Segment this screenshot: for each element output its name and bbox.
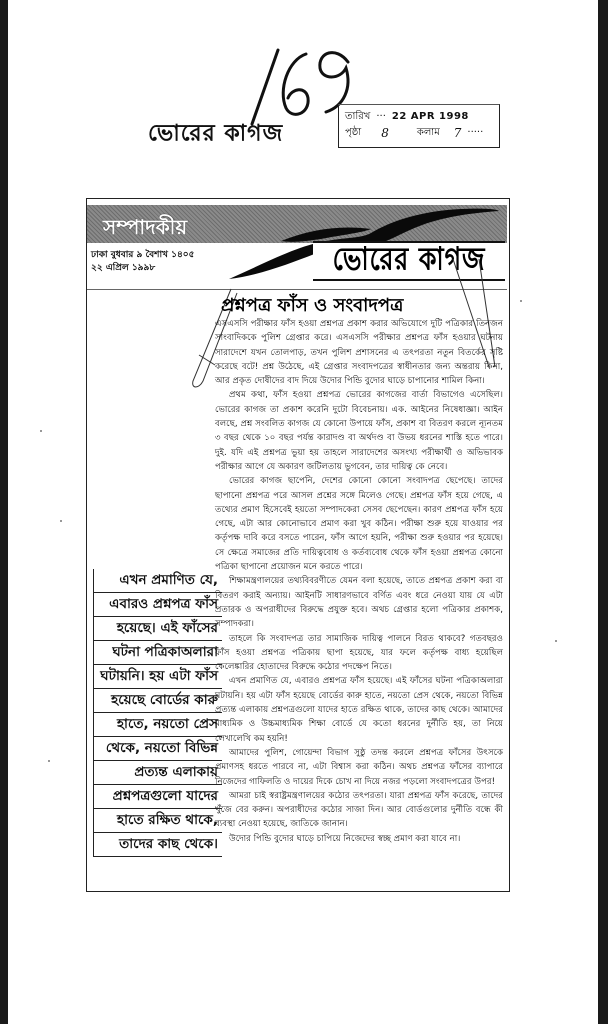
scan-edge-left bbox=[0, 0, 8, 1024]
article-paragraph: আমাদের পুলিশ, গোয়েন্দা বিভাগ সুষ্ঠু তদন্ত করলে প্রশ্নপত্র ফাঁসের উৎসকে প্রমাণসহ ধরতে পারবে না, এটা বিশ্বাস করা কঠিন। অথচ প্রশ্নপত্র ফাঁসের ব্যাপারে নিজেদের গাফিলতি ও দায়ের দিকে চোখ না দিয়ে নজর পড়লো সংবাদপত্রের উপর! bbox=[215, 747, 503, 787]
stamp-column-label: কলাম bbox=[416, 127, 440, 138]
article-paragraph: এসএসসি পরীক্ষার ফাঁস হওয়া প্রশ্নপত্র প্রকাশ করার অভিযোগে দুটি পত্রিকার তিনজন সাংবাদিককে পুলিশ গ্রেপ্তার করে। এসএসসি পরীক্ষার প্রশ্নপত্র ফাঁস হওয়ার ঘটনায় সারাদেশে যখন তোলপাড়, তখন পুলিশ প্রশাসনের এ তৎপরতা নতুন বিতর্কের সৃষ্টি করেছে বটে! প্রশ্ন উঠেছে, এই গ্রেপ্তার সংবাদপত্রের স্বাধীনতার জন্য অন্তরায় কিনা, আর প্রকৃত দোষীদের বাদ দিয়ে উদোর পিন্ডি বুদোর ঘাড়ে চাপানোর শামিল কিনা। bbox=[215, 319, 503, 387]
scan-speck bbox=[555, 640, 557, 642]
pull-quote-line: এখন প্রমাণিত যে, bbox=[94, 569, 222, 593]
pull-quote-line: থেকে, নয়তো বিভিন্ন bbox=[94, 737, 222, 761]
article-paragraph: তাহলে কি সংবাদপত্র তার সামাজিক দায়িত্ব পালনে বিরত থাকবে? গতবছরও ফাঁস হওয়া প্রশ্নপত্র পত্রিকায় ছাপা হয়েছে, যার ফলে কর্তৃপক্ষ বাধ্য হয়েছিল কেলেঙ্কারির হোতাদের বিরুদ্ধে কঠোর পদক্ষেপ নিতে। bbox=[215, 633, 503, 673]
scan-edge-right bbox=[598, 0, 608, 1024]
clipping-stamp: তারিখ ··· 22 APR 1998 পৃষ্ঠা 8 কলাম 7 ····· bbox=[338, 104, 500, 148]
pull-quote-line: প্রত্যন্ত এলাকায় bbox=[94, 761, 222, 785]
scan-speck bbox=[60, 520, 62, 522]
article-paragraph: ভোরের কাগজ ছাপেনি, দেশের কোনো কোনো সংবাদপত্র ছেপেছে। তাদের ছাপানো প্রশ্নপত্র পরে আসল প্রশ্নের সঙ্গে মিলেও গেছে। প্রশ্নপত্র ফাঁস হয়ে গেছে, এ তথ্যের প্রমাণ হিসেবেই হয়তো সম্পাদকেরা সেসব ছেপেছেন। কারণ প্রশ্নপত্র ফাঁস হয়ে গেছে, এটা আর কোনোভাবে প্রমাণ করা খুব কঠিন। পরীক্ষা শুরু হয়ে যাওয়ার পর কর্তৃপক্ষ দাবি করে বসতে পারেন, ফাঁস আগে হয়নি, পরীক্ষা শুরু হওয়ার পর হয়েছে। সে ক্ষেত্রে সমাজের প্রতি দায়িত্ববোধ ও কর্তব্যবোধ থেকে ফাঁস হওয়া প্রশ্নপত্র কোনো পত্রিকা ছাপানো প্রয়োজন মনে করতে পারে। bbox=[215, 476, 503, 573]
article-paragraph: এখন প্রমাণিত যে, এবারও প্রশ্নপত্র ফাঁস হয়েছে। এই ফাঁসের ঘটনা পত্রিকাঅলারা ঘটায়নি। হয় এটা ফাঁস হয়েছে বোর্ডের কারু হাতে, নয়তো প্রেস থেকে, নয়তো বিভিন্ন প্রত্যন্ত এলাকায় প্রশ্নপত্রগুলো যাদের হাতে রক্ষিত থাকে, তাদের কাছ থেকে। আমাদের মাধ্যমিক ও উচ্চমাধ্যমিক শিক্ষা বোর্ডে যে কতো ধরনের দুর্নীতি হয়, তা নিয়ে লেখালেখি কম হয়নি! bbox=[215, 676, 503, 744]
article-headline: প্রশ্নপত্র ফাঁস ও সংবাদপত্র bbox=[221, 295, 404, 316]
pull-quote-line: হয়েছে। এই ফাঁসের bbox=[94, 617, 222, 641]
article-paragraph: প্রথম কথা, ফাঁস হওয়া প্রশ্নপত্র ভোরের কাগজের বার্তা বিভাগেও এসেছিল। ভোরের কাগজ তা প্রকাশ করেনি দুটো বিবেচনায়। এক. আইনের নিষেধাজ্ঞা। আইন বলছে, প্রশ্ন সংবলিত কাগজ যে কোনো উপায়ে ফাঁস, প্রকাশ বা বিতরণ করলে ন্যূনতম ৩ বছর থেকে ১০ বছর পর্যন্ত কারাদণ্ড বা অর্থদণ্ড বা উভয় ধরনের শাস্তি হতে পারে। দুই. যদি এই প্রশ্নপত্র ভুয়া হয় তাহলে সারাদেশের অসংখ্য পরীক্ষার্থী ও অভিভাবক পরীক্ষার আগে যে অকারণ জটিলতায় ভুগবেন, তার দায়িত্ব কে নেবে। bbox=[215, 390, 503, 472]
pull-quote-line: হাতে, নয়তো প্রেস bbox=[94, 713, 222, 737]
stamp-date-label: তারিখ bbox=[345, 111, 371, 122]
article-body bbox=[215, 317, 503, 846]
scan-speck bbox=[48, 760, 50, 762]
pull-quote-line: ঘটায়নি। হয় এটা ফাঁস bbox=[94, 665, 222, 689]
dateline-bengali: ঢাকা বুধবার ৯ বৈশাখ ১৪০৫ bbox=[91, 250, 195, 260]
dateline-gregorian: ২২ এপ্রিল ১৯৯৮ bbox=[91, 263, 156, 273]
article-paragraph: উদোর পিন্ডি বুদোর ঘাড়ে চাপিয়ে নিজেদের স্বচ্ছ প্রমাণ করা যাবে না। bbox=[229, 833, 461, 844]
stamp-page-label: পৃষ্ঠা bbox=[345, 127, 362, 138]
pull-quote-line: এবারও প্রশ্নপত্র ফাঁস bbox=[94, 593, 222, 617]
scan-speck bbox=[40, 430, 42, 432]
pull-quote-line: হয়েছে বোর্ডের কারু bbox=[94, 689, 222, 713]
article-paragraph: আমরা চাই স্বরাষ্ট্রমন্ত্রণালয়ের কঠোর তৎপরতা। যারা প্রশ্নপত্র ফাঁস করেছে, তাদের খুঁজে বের করুন। অপরাধীদের কঠোর সাজা দিন। আর বোর্ডগুলোর দুর্নীতি বন্ধে কী ব্যবস্থা নেওয়া হয়েছে, জাতিকে জানান। bbox=[215, 790, 503, 830]
article-paragraph: শিক্ষামন্ত্রণালয়ের তথ্যবিবরণীতে যেমন বলা হয়েছে, তাতে প্রশ্নপত্র প্রকাশ করা বা বিতরণ করাই অন্যায়। আইনটি সাধারণভাবে বর্ণিত এবং ধরে নেওয়া যায় যে এটা প্রতারক ও অপরাধীদের বিরুদ্ধে প্রযুক্ত হবে। অথচ গ্রেপ্তার হলো পত্রিকার প্রকাশক, সম্পাদকরা। bbox=[215, 576, 503, 630]
pull-quote-line: প্রশ্নপত্রগুলো যাদের bbox=[94, 785, 222, 809]
newspaper-clipping bbox=[86, 198, 510, 892]
pull-quote-line: ঘটনা পত্রিকাঅলারা bbox=[94, 641, 222, 665]
dateline bbox=[91, 249, 194, 275]
pull-quote bbox=[93, 569, 222, 857]
stamp-page-value: 8 bbox=[381, 126, 389, 140]
stamp-date-value: 22 APR 1998 bbox=[391, 111, 469, 122]
stamp-column-value: 7 bbox=[453, 126, 462, 140]
pull-quote-line: হাতে রক্ষিত থাকে, bbox=[94, 809, 222, 833]
pull-quote-line: তাদের কাছ থেকে। bbox=[94, 833, 222, 857]
masthead-title: ভোরের কাগজ bbox=[332, 240, 486, 277]
newspaper-name: ভোরের কাগজ bbox=[148, 120, 284, 147]
section-title: সম্পাদকীয় bbox=[103, 215, 188, 239]
scan-speck bbox=[520, 300, 522, 302]
